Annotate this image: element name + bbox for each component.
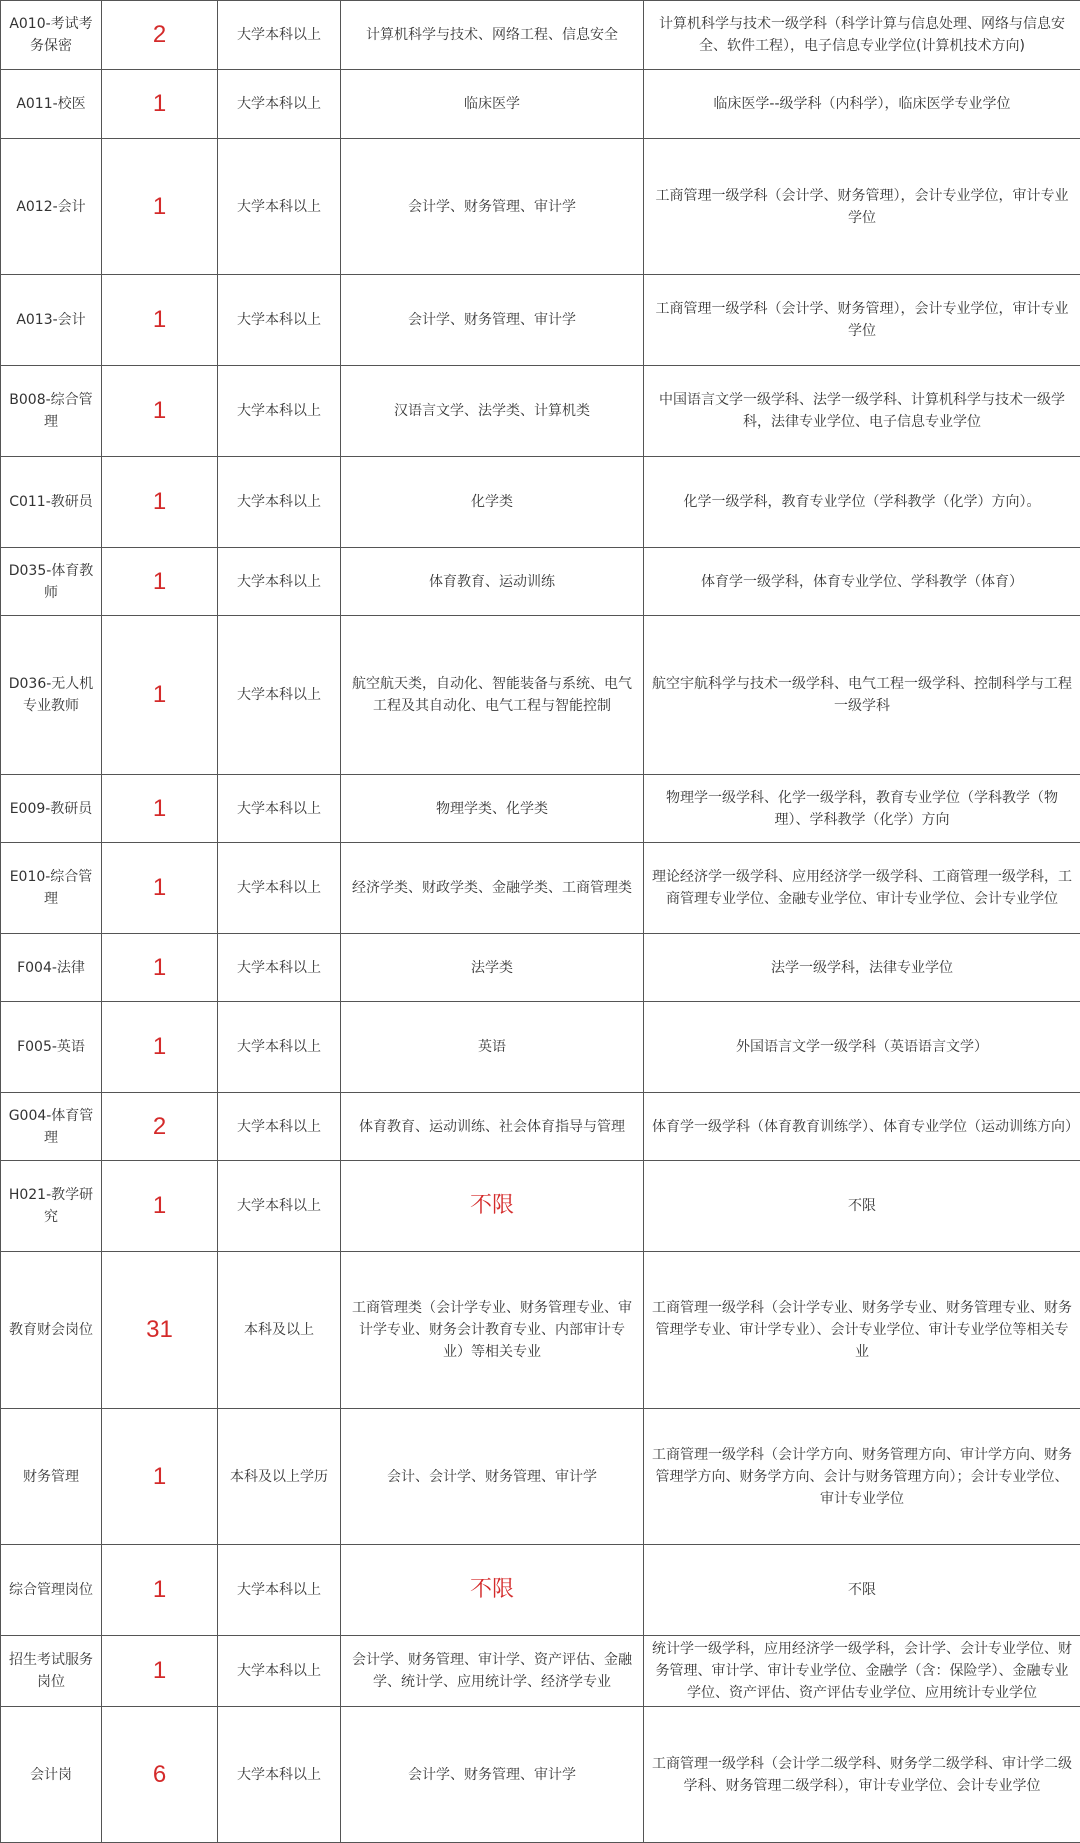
position-cell: 教育财会岗位 — [1, 1252, 102, 1409]
position-cell: 综合管理岗位 — [1, 1545, 102, 1636]
major-grad-cell: 物理学一级学科、化学一级学科，教育专业学位（学科教学（物理）、学科教学（化学）方向 — [644, 775, 1080, 843]
position-cell: G004-体育管理 — [1, 1093, 102, 1161]
position-cell: C011-教研员 — [1, 457, 102, 548]
table-row — [1, 1707, 1080, 1843]
education-cell: 大学本科以上 — [218, 1707, 341, 1843]
major-grad-cell: 中国语言文学一级学科、法学一级学科、计算机科学与技术一级学科，法律专业学位、电子信息专业学位 — [644, 366, 1080, 457]
major-grad-cell: 航空宇航科学与技术一级学科、电气工程一级学科、控制科学与工程一级学科 — [644, 616, 1080, 775]
position-cell: H021-教学研究 — [1, 1161, 102, 1252]
major-grad-cell: 工商管理一级学科（会计学专业、财务学专业、财务管理专业、财务管理学专业、审计学专业）、会计专业学位、审计专业学位等相关专业 — [644, 1252, 1080, 1409]
education-cell: 大学本科以上 — [218, 366, 341, 457]
count-cell: 1 — [102, 775, 218, 843]
count-cell: 1 — [102, 275, 218, 366]
table-row — [1, 1636, 1080, 1707]
table-row — [1, 1545, 1080, 1636]
education-cell: 本科及以上学历 — [218, 1409, 341, 1545]
education-cell: 大学本科以上 — [218, 1636, 341, 1707]
education-cell: 大学本科以上 — [218, 275, 341, 366]
count-cell: 1 — [102, 1409, 218, 1545]
position-cell: A013-会计 — [1, 275, 102, 366]
major-cell: 工商管理类（会计学专业、财务管理专业、审计学专业、财务会计教育专业、内部审计专业）等相关专业 — [341, 1252, 644, 1409]
table-row — [1, 934, 1080, 1002]
count-cell: 1 — [102, 843, 218, 934]
education-cell: 大学本科以上 — [218, 616, 341, 775]
count-cell: 1 — [102, 457, 218, 548]
position-cell: A012-会计 — [1, 139, 102, 275]
major-cell: 会计学、财务管理、审计学 — [341, 139, 644, 275]
major-cell: 汉语言文学、法学类、计算机类 — [341, 366, 644, 457]
count-cell: 1 — [102, 366, 218, 457]
count-cell: 1 — [102, 1161, 218, 1252]
major-cell: 会计、会计学、财务管理、审计学 — [341, 1409, 644, 1545]
table-row — [1, 70, 1080, 139]
position-cell: B008-综合管理 — [1, 366, 102, 457]
major-cell: 会计学、财务管理、审计学、资产评估、金融学、统计学、应用统计学、经济学专业 — [341, 1636, 644, 1707]
table-row — [1, 366, 1080, 457]
count-cell: 1 — [102, 548, 218, 616]
position-cell: F005-英语 — [1, 1002, 102, 1093]
major-cell: 英语 — [341, 1002, 644, 1093]
major-grad-cell: 体育学一级学科（体育教育训练学）、体育专业学位（运动训练方向） — [644, 1093, 1080, 1161]
table-row — [1, 275, 1080, 366]
position-cell: F004-法律 — [1, 934, 102, 1002]
count-cell: 1 — [102, 934, 218, 1002]
position-cell: E009-教研员 — [1, 775, 102, 843]
position-cell: D035-体育教师 — [1, 548, 102, 616]
table-row — [1, 1409, 1080, 1545]
major-cell: 化学类 — [341, 457, 644, 548]
table-row — [1, 1, 1080, 70]
major-grad-cell: 体育学一级学科，体育专业学位、学科教学（体育） — [644, 548, 1080, 616]
major-grad-cell: 化学一级学科，教育专业学位（学科教学（化学）方向）。 — [644, 457, 1080, 548]
education-cell: 大学本科以上 — [218, 1002, 341, 1093]
major-cell: 航空航天类，自动化、智能装备与系统、电气工程及其自动化、电气工程与智能控制 — [341, 616, 644, 775]
major-cell: 物理学类、化学类 — [341, 775, 644, 843]
major-cell: 体育教育、运动训练、社会体育指导与管理 — [341, 1093, 644, 1161]
education-cell: 大学本科以上 — [218, 548, 341, 616]
count-cell: 1 — [102, 1545, 218, 1636]
major-grad-cell: 不限 — [644, 1161, 1080, 1252]
table-row — [1, 616, 1080, 775]
education-cell: 大学本科以上 — [218, 934, 341, 1002]
table-row — [1, 775, 1080, 843]
count-cell: 31 — [102, 1252, 218, 1409]
count-cell: 1 — [102, 70, 218, 139]
table-row — [1, 457, 1080, 548]
table-row — [1, 139, 1080, 275]
count-cell: 6 — [102, 1707, 218, 1843]
major-cell: 经济学类、财政学类、金融学类、工商管理类 — [341, 843, 644, 934]
major-grad-cell: 工商管理一级学科（会计学、财务管理），会计专业学位，审计专业学位 — [644, 275, 1080, 366]
major-grad-cell: 临床医学--级学科（内科学），临床医学专业学位 — [644, 70, 1080, 139]
table-row — [1, 1093, 1080, 1161]
education-cell: 大学本科以上 — [218, 70, 341, 139]
education-cell: 大学本科以上 — [218, 1161, 341, 1252]
count-cell: 2 — [102, 1, 218, 70]
education-cell: 大学本科以上 — [218, 139, 341, 275]
major-grad-cell: 计算机科学与技术一级学科（科学计算与信息处理、网络与信息安全、软件工程），电子信息专业学位(计算机技术方向) — [644, 1, 1080, 70]
major-cell: 会计学、财务管理、审计学 — [341, 1707, 644, 1843]
position-cell: D036-无人机专业教师 — [1, 616, 102, 775]
position-cell: A011-校医 — [1, 70, 102, 139]
table-row — [1, 1252, 1080, 1409]
position-cell: A010-考试考务保密 — [1, 1, 102, 70]
position-cell: 会计岗 — [1, 1707, 102, 1843]
major-grad-cell: 工商管理一级学科（会计学、财务管理），会计专业学位，审计专业学位 — [644, 139, 1080, 275]
table-row — [1, 843, 1080, 934]
education-cell: 大学本科以上 — [218, 775, 341, 843]
table-row — [1, 1161, 1080, 1252]
major-grad-cell: 理论经济学一级学科、应用经济学一级学科、工商管理一级学科，工商管理专业学位、金融专业学位、审计专业学位、会计专业学位 — [644, 843, 1080, 934]
table-row — [1, 1002, 1080, 1093]
education-cell: 大学本科以上 — [218, 843, 341, 934]
major-cell: 不限 — [341, 1545, 644, 1636]
education-cell: 大学本科以上 — [218, 457, 341, 548]
position-cell: 招生考试服务岗位 — [1, 1636, 102, 1707]
education-cell: 大学本科以上 — [218, 1545, 341, 1636]
major-cell: 会计学、财务管理、审计学 — [341, 275, 644, 366]
count-cell: 1 — [102, 1636, 218, 1707]
table-row — [1, 548, 1080, 616]
count-cell: 1 — [102, 1002, 218, 1093]
education-cell: 大学本科以上 — [218, 1, 341, 70]
position-cell: 财务管理 — [1, 1409, 102, 1545]
major-grad-cell: 外国语言文学一级学科（英语语言文学） — [644, 1002, 1080, 1093]
position-cell: E010-综合管理 — [1, 843, 102, 934]
education-cell: 大学本科以上 — [218, 1093, 341, 1161]
count-cell: 2 — [102, 1093, 218, 1161]
major-cell: 计算机科学与技术、网络工程、信息安全 — [341, 1, 644, 70]
major-cell: 法学类 — [341, 934, 644, 1002]
major-cell: 体育教育、运动训练 — [341, 548, 644, 616]
education-cell: 本科及以上 — [218, 1252, 341, 1409]
major-cell: 临床医学 — [341, 70, 644, 139]
major-grad-cell: 工商管理一级学科（会计学二级学科、财务学二级学科、审计学二级学科、财务管理二级学科），审计专业学位、会计专业学位 — [644, 1707, 1080, 1843]
major-grad-cell: 统计学一级学科，应用经济学一级学科，会计学、会计专业学位、财务管理、审计学、审计专业学位、金融学（含：保险学）、金融专业学位、资产评估、资产评估专业学位、应用统计专业学位 — [644, 1636, 1080, 1707]
count-cell: 1 — [102, 616, 218, 775]
major-grad-cell: 不限 — [644, 1545, 1080, 1636]
major-grad-cell: 工商管理一级学科（会计学方向、财务管理方向、审计学方向、财务管理学方向、财务学方向、会计与财务管理方向）；会计专业学位、审计专业学位 — [644, 1409, 1080, 1545]
count-cell: 1 — [102, 139, 218, 275]
major-cell: 不限 — [341, 1161, 644, 1252]
major-grad-cell: 法学一级学科，法律专业学位 — [644, 934, 1080, 1002]
